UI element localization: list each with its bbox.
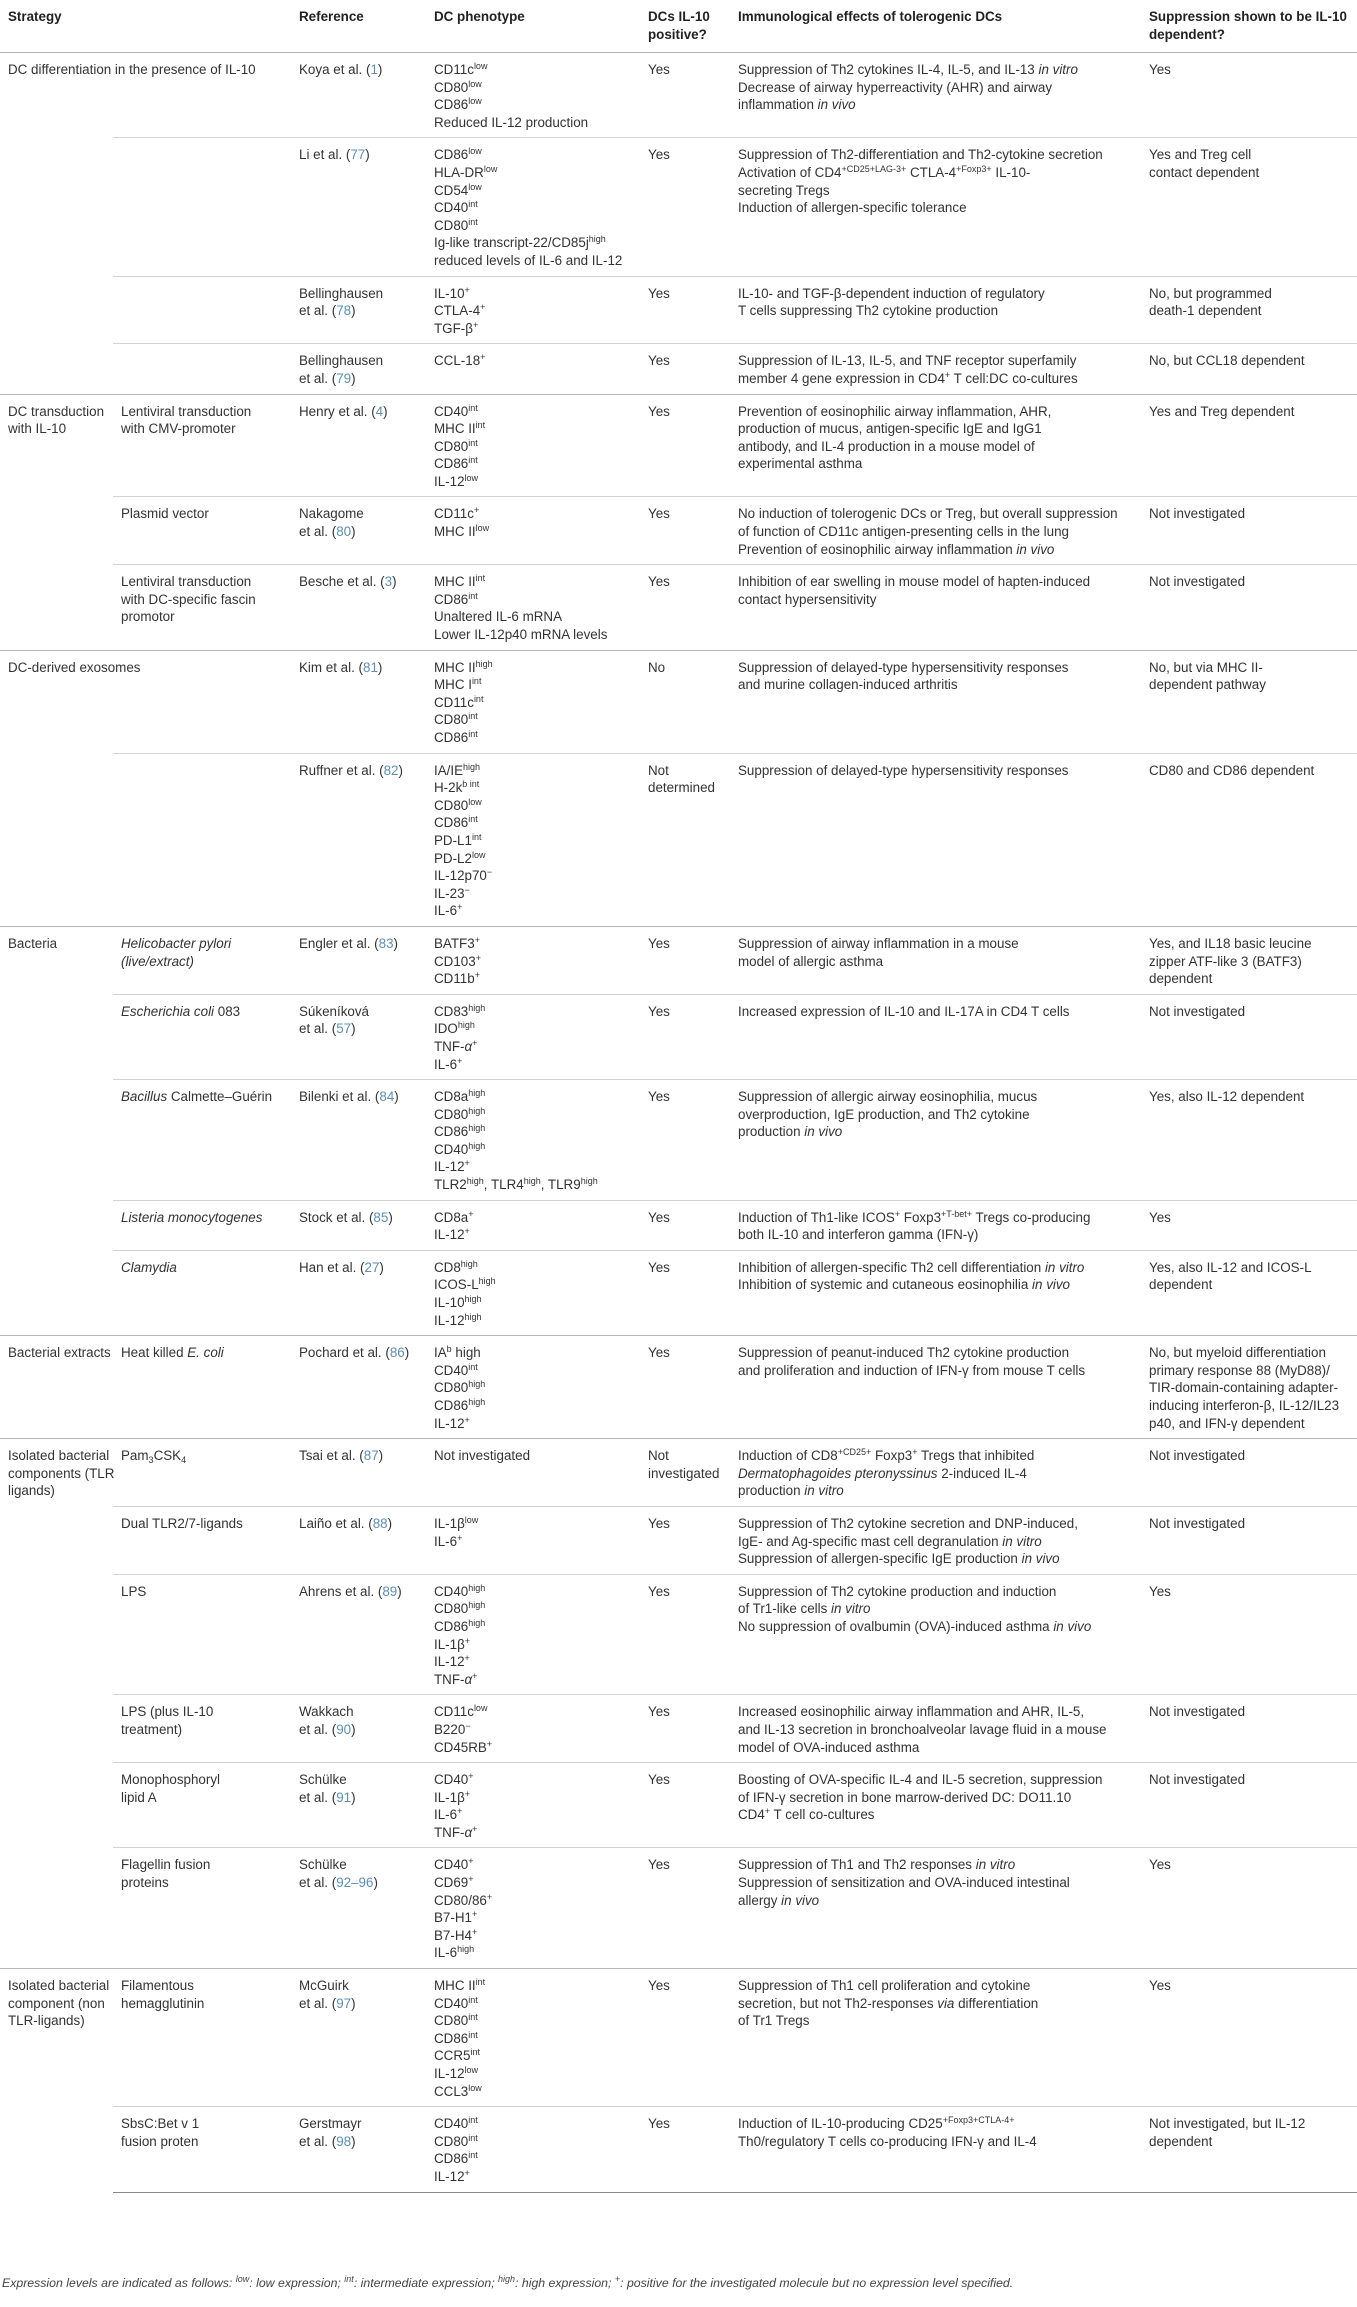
table-row [0, 565, 1357, 650]
il10-dependent-cell: Yes [1141, 1848, 1357, 1969]
il10-dependent-cell: Not investigated, but IL-12 dependent [1141, 2107, 1357, 2192]
effects-cell: Increased eosinophilic airway inflammation and AHR, IL-5, and IL-13 secretion in bronchoalveolar lavage fluid in a mouse model of OVA-induced asthma [730, 1695, 1141, 1763]
phenotype-cell: $CD11c^{low}$ B220− CD45RB+ [426, 1695, 640, 1763]
phenotype-cell: $CD40^{high}$ $CD80^{high}$ $CD86^{high}$ IL-1β+ IL-12+ TNF-α+ [426, 1574, 640, 1695]
il10-positive-cell: Yes [640, 53, 730, 138]
reference-cell: Schülke et al. (91) [291, 1763, 426, 1848]
method-cell [113, 753, 291, 926]
effects-cell: Suppression of delayed-type hypersensitivity responses [730, 753, 1141, 926]
effects-cell: Prevention of eosinophilic airway inflammation, AHR, production of mucus, antigen-specific IgE and IgG1 antibody, and IL-4 production in a mouse model of experimental asthma [730, 394, 1141, 497]
method-cell: Plasmid vector [113, 497, 291, 565]
effects-cell: IL-10- and TGF-β-dependent induction of regulatory T cells suppressing Th2 cytokine production [730, 276, 1141, 344]
table-row [0, 753, 1357, 926]
il10-positive-cell: Yes [640, 497, 730, 565]
il10-positive-cell: Yes [640, 394, 730, 497]
phenotype-cell: $CD40^{int}$ MHC $II^{int}$ $CD80^{int}$ $CD86^{int}$ $IL-12^{low}$ [426, 394, 640, 497]
reference-cell: Nakagome et al. (80) [291, 497, 426, 565]
il10-positive-cell: Yes [640, 1250, 730, 1335]
il10-dependent-cell: Yes [1141, 1969, 1357, 2107]
header-strategy: Strategy [0, 0, 291, 53]
table-row [0, 138, 1357, 276]
il10-positive-cell: Not investigated [640, 1439, 730, 1507]
method-cell: Helicobacter pylori (live/extract) [113, 926, 291, 994]
il10-positive-cell: Yes [640, 1506, 730, 1574]
phenotype-cell: $IA/IE^{high}$ $H-2k^{b int}$ $CD80^{low}$ $CD86^{int}$ $PD-L1^{int}$ $PD-L2^{low}$ IL-12p70− IL-23− IL-6+ [426, 753, 640, 926]
table-row [0, 1969, 1357, 2107]
il10-dependent-cell: Not investigated [1141, 497, 1357, 565]
strategy-cell-empty [0, 344, 113, 394]
il10-positive-cell: Yes [640, 1336, 730, 1439]
reference-cell: Han et al. (27) [291, 1250, 426, 1335]
table-row [0, 926, 1357, 994]
effects-cell: Suppression of Th2 cytokine secretion and DNP-induced, IgE- and Ag-specific mast cell degranulation in vitro Suppression of allergen-specific IgE production in vivo [730, 1506, 1141, 1574]
il10-positive-cell: No [640, 650, 730, 753]
method-cell: Clamydia [113, 1250, 291, 1335]
header-reference: Reference [291, 0, 426, 53]
phenotype-cell: Not investigated [426, 1439, 640, 1507]
table-row [0, 53, 1357, 138]
effects-cell: Suppression of airway inflammation in a mouse model of allergic asthma [730, 926, 1141, 994]
table-row [0, 276, 1357, 344]
table-row [0, 994, 1357, 1079]
phenotype-cell: CCL-18+ [426, 344, 640, 394]
effects-cell: Suppression of allergic airway eosinophilia, mucus overproduction, IgE production, and Th2 cytokine production in vivo [730, 1080, 1141, 1201]
reference-cell: Besche et al. (3) [291, 565, 426, 650]
effects-cell: Boosting of OVA-specific IL-4 and IL-5 secretion, suppression of IFN-γ secretion in bone marrow-derived DC: DO11.10 CD4+ T cell co-cultures [730, 1763, 1141, 1848]
il10-positive-cell: Yes [640, 565, 730, 650]
phenotype-cell: MHC $II^{int}$ $CD40^{int}$ $CD80^{int}$ $CD86^{int}$ $CCR5^{int}$ $IL-12^{low}$ $CCL3^{low}$ [426, 1969, 640, 2107]
table-row [0, 344, 1357, 394]
reference-cell: Bilenki et al. (84) [291, 1080, 426, 1201]
il10-positive-cell: Not determined [640, 753, 730, 926]
il10-positive-cell: Yes [640, 138, 730, 276]
il10-dependent-cell: Not investigated [1141, 1506, 1357, 1574]
il10-positive-cell: Yes [640, 1574, 730, 1695]
effects-cell: Induction of IL-10-producing $CD25^{+Foxp3+CTLA-4+}$ Th0/regulatory T cells co-producing IFN-γ and IL-4 [730, 2107, 1141, 2192]
method-cell: Lentiviral transduction with CMV-promoter [113, 394, 291, 497]
strategy-cell: Bacterial extracts [0, 1336, 113, 1439]
method-cell: Bacillus Calmette–Guérin [113, 1080, 291, 1201]
method-cell: Filamentous hemagglutinin [113, 1969, 291, 2107]
reference-cell: Stock et al. (85) [291, 1200, 426, 1250]
phenotype-cell: CD40+ IL-1β+ IL-6+ TNF-α+ [426, 1763, 640, 1848]
strategy-cell: Bacteria [0, 926, 113, 1335]
strategy-cell: Isolated bacterial components (TLR ligands) [0, 1439, 113, 1969]
method-cell: LPS (plus IL-10 treatment) [113, 1695, 291, 1763]
header-effects: Immunological effects of tolerogenic DCs [730, 0, 1141, 53]
method-cell: LPS [113, 1574, 291, 1695]
method-cell: $Pam_3CSK_4$ [113, 1439, 291, 1507]
table-row [0, 1080, 1357, 1201]
phenotype-cell: BATF3+ CD103+ CD11b+ [426, 926, 640, 994]
il10-positive-cell: Yes [640, 1848, 730, 1969]
reference-cell: Kim et al. (81) [291, 650, 426, 753]
il10-positive-cell: Yes [640, 2107, 730, 2192]
il10-dependent-cell: Not investigated [1141, 994, 1357, 1079]
table-row [0, 1506, 1357, 1574]
il10-positive-cell: Yes [640, 994, 730, 1079]
phenotype-cell: $CD8^{high}$ ICOS-$L^{high}$ $IL-10^{high}$ $IL-12^{high}$ [426, 1250, 640, 1335]
reference-cell: Laiño et al. (88) [291, 1506, 426, 1574]
strategy-cell: DC differentiation in the presence of IL-10 [0, 53, 291, 138]
phenotype-cell: $CD86^{low}$ HLA-$DR^{low}$ $CD54^{low}$ $CD40^{int}$ $CD80^{int}$ Ig-like transcript-$22/CD85j^{high}$ reduced levels of IL-6 and IL-12 [426, 138, 640, 276]
il10-positive-cell: Yes [640, 926, 730, 994]
il10-dependent-cell: Yes, also IL-12 dependent [1141, 1080, 1357, 1201]
phenotype-cell: $CD11c^{low}$ $CD80^{low}$ $CD86^{low}$ Reduced IL-12 production [426, 53, 640, 138]
phenotype-cell: $CD8a^{high}$ $CD80^{high}$ $CD86^{high}$ $CD40^{high}$ IL-12+ $TLR2^{high}$, $TLR4^{high}$, $TLR9^{high}$ [426, 1080, 640, 1201]
table-row [0, 1574, 1357, 1695]
il10-positive-cell: Yes [640, 1695, 730, 1763]
strategy-cell: DC transduction with IL-10 [0, 394, 113, 650]
phenotype-cell: $IA^b$ high $CD40^{int}$ $CD80^{high}$ $CD86^{high}$ IL-12+ [426, 1336, 640, 1439]
phenotype-cell: MHC $II^{int}$ $CD86^{int}$ Unaltered IL-6 mRNA Lower IL-12p40 mRNA levels [426, 565, 640, 650]
il10-positive-cell: Yes [640, 1969, 730, 2107]
effects-cell: No induction of tolerogenic DCs or Treg, but overall suppression of function of CD11c antigen-presenting cells in the lung Prevention of eosinophilic airway inflammation in vivo [730, 497, 1141, 565]
il10-dependent-cell: Yes, also IL-12 and ICOS-L dependent [1141, 1250, 1357, 1335]
effects-cell: Inhibition of ear swelling in mouse model of hapten-induced contact hypersensitivity [730, 565, 1141, 650]
method-cell: Heat killed E. coli [113, 1336, 291, 1439]
reference-cell: Súkeníková et al. (57) [291, 994, 426, 1079]
reference-cell: Bellinghausen et al. (79) [291, 344, 426, 394]
phenotype-cell: $CD83^{high}$ $IDO^{high}$ TNF-α+ IL-6+ [426, 994, 640, 1079]
method-cell [113, 344, 291, 394]
phenotype-cell: $IL-1\beta^{low}$ IL-6+ [426, 1506, 640, 1574]
il10-dependent-cell: Not investigated [1141, 1763, 1357, 1848]
strategy-cell-empty [0, 753, 113, 926]
method-cell: Lentiviral transduction with DC-specific fascin promotor [113, 565, 291, 650]
strategy-cell-empty [0, 138, 113, 276]
method-cell: Escherichia coli 083 [113, 994, 291, 1079]
effects-cell: Inhibition of allergen-specific Th2 cell differentiation in vitro Inhibition of systemic and cutaneous eosinophilia in vivo [730, 1250, 1141, 1335]
reference-cell: Ruffner et al. (82) [291, 753, 426, 926]
il10-dependent-cell: No, but programmed death-1 dependent [1141, 276, 1357, 344]
table-row [0, 1848, 1357, 1969]
effects-cell: Induction of $CD8^{+CD25+}$ Foxp3+ Tregs that inhibited Dermatophagoides pteronyssinus 2-induced IL-4 production in vitro [730, 1439, 1141, 1507]
effects-cell: Suppression of Th2 cytokines IL-4, IL-5, and IL-13 in vitro Decrease of airway hyperreactivity (AHR) and airway inflammation in vivo [730, 53, 1141, 138]
effects-cell: Induction of Th1-like ICOS+ $Foxp3^{+T-bet+}$ Tregs co-producing both IL-10 and interferon gamma (IFN-γ) [730, 1200, 1141, 1250]
reference-cell: Tsai et al. (87) [291, 1439, 426, 1507]
il10-dependent-cell: Yes [1141, 1200, 1357, 1250]
il10-dependent-cell: Yes and Treg cell contact dependent [1141, 138, 1357, 276]
il10-positive-cell: Yes [640, 1200, 730, 1250]
method-cell: Monophosphoryl lipid A [113, 1763, 291, 1848]
header-il10-dependent: Suppression shown to be IL-10 dependent? [1141, 0, 1357, 53]
strategy-cell: Isolated bacterial component (non TLR-ligands) [0, 1969, 113, 2193]
il10-dependent-cell: Not investigated [1141, 565, 1357, 650]
method-cell: Listeria monocytogenes [113, 1200, 291, 1250]
effects-cell: Suppression of Th2-differentiation and Th2-cytokine secretion Activation of $CD4^{+CD25+LAG-3+}$ CTLA-$4^{+Foxp3+}$ IL-10- secreting Tregs Induction of allergen-specific tolerance [730, 138, 1141, 276]
table-row [0, 1200, 1357, 1250]
table-row [0, 1250, 1357, 1335]
table-row [0, 1763, 1357, 1848]
table-row [0, 1695, 1357, 1763]
reference-cell: Li et al. (77) [291, 138, 426, 276]
header-dc-phenotype: DC phenotype [426, 0, 640, 53]
method-cell: SbsC:Bet v 1 fusion proten [113, 2107, 291, 2192]
method-cell [113, 276, 291, 344]
il10-positive-cell: Yes [640, 1080, 730, 1201]
il10-dependent-cell: No, but via MHC II- dependent pathway [1141, 650, 1357, 753]
il10-dependent-cell: Yes and Treg dependent [1141, 394, 1357, 497]
phenotype-cell: $CD40^{int}$ $CD80^{int}$ $CD86^{int}$ IL-12+ [426, 2107, 640, 2192]
effects-cell: Suppression of IL-13, IL-5, and TNF receptor superfamily member 4 gene expression in CD4+ T cell:DC co-cultures [730, 344, 1141, 394]
effects-cell: Increased expression of IL-10 and IL-17A in CD4 T cells [730, 994, 1141, 1079]
il10-dependent-cell: No, but CCL18 dependent [1141, 344, 1357, 394]
phenotype-cell: CD8a+ IL-12+ [426, 1200, 640, 1250]
table-row [0, 650, 1357, 753]
reference-cell: McGuirk et al. (97) [291, 1969, 426, 2107]
effects-cell: Suppression of Th2 cytokine production and induction of Tr1-like cells in vitro No suppression of ovalbumin (OVA)-induced asthma in vivo [730, 1574, 1141, 1695]
reference-cell: Schülke et al. (92–96) [291, 1848, 426, 1969]
effects-cell: Suppression of peanut-induced Th2 cytokine production and proliferation and induction of IFN-γ from mouse T cells [730, 1336, 1141, 1439]
phenotype-cell: MHC $II^{high}$ MHC $I^{int}$ $CD11c^{int}$ $CD80^{int}$ $CD86^{int}$ [426, 650, 640, 753]
effects-cell: Suppression of Th1 cell proliferation and cytokine secretion, but not Th2-responses via differentiation of Tr1 Tregs [730, 1969, 1141, 2107]
reference-cell: Engler et al. (83) [291, 926, 426, 994]
reference-cell: Gerstmayr et al. (98) [291, 2107, 426, 2192]
table-footnote: Expression levels are indicated as follows: $^{low}$: low expression; $^{int}$: intermediate expression; $^{high}$: high expression; +: positive for the investigated molecule but no expression level specified. [2, 2274, 1014, 2290]
reference-cell: Henry et al. (4) [291, 394, 426, 497]
strategy-cell-empty [0, 276, 113, 344]
table-row [0, 1439, 1357, 1507]
il10-dependent-cell: Yes [1141, 1574, 1357, 1695]
table-row [0, 1336, 1357, 1439]
method-cell: Flagellin fusion proteins [113, 1848, 291, 1969]
il10-positive-cell: Yes [640, 276, 730, 344]
method-cell: Dual TLR2/7-ligands [113, 1506, 291, 1574]
il10-positive-cell: Yes [640, 1763, 730, 1848]
table-row [0, 394, 1357, 497]
reference-cell: Wakkach et al. (90) [291, 1695, 426, 1763]
reference-cell: Koya et al. (1) [291, 53, 426, 138]
table-row [0, 497, 1357, 565]
il10-dependent-cell: Yes [1141, 53, 1357, 138]
phenotype-cell: CD40+ CD69+ CD80/86+ B7-H1+ B7-H4+ $IL-6^{high}$ [426, 1848, 640, 1969]
il10-dependent-cell: No, but myeloid differentiation primary response 88 (MyD88)/ TIR-domain-containing adapter- inducing interferon-β, IL-12/IL23 p40, and IFN-γ dependent [1141, 1336, 1357, 1439]
il10-dependent-cell: Not investigated [1141, 1439, 1357, 1507]
reference-cell: Bellinghausen et al. (78) [291, 276, 426, 344]
effects-cell: Suppression of delayed-type hypersensitivity responses and murine collagen-induced arthritis [730, 650, 1141, 753]
il10-dependent-cell: Not investigated [1141, 1695, 1357, 1763]
reference-cell: Pochard et al. (86) [291, 1336, 426, 1439]
il10-dependent-cell: CD80 and CD86 dependent [1141, 753, 1357, 926]
method-cell [113, 138, 291, 276]
il10-positive-cell: Yes [640, 344, 730, 394]
header-il10-positive: DCs IL-10 positive? [640, 0, 730, 53]
strategy-cell: DC-derived exosomes [0, 650, 291, 753]
il10-dependent-cell: Yes, and IL18 basic leucine zipper ATF-like 3 (BATF3) dependent [1141, 926, 1357, 994]
reference-cell: Ahrens et al. (89) [291, 1574, 426, 1695]
effects-cell: Suppression of Th1 and Th2 responses in vitro Suppression of sensitization and OVA-induced intestinal allergy in vivo [730, 1848, 1141, 1969]
table-row [0, 2107, 1357, 2192]
table-header-row [0, 0, 1357, 53]
phenotype-cell: IL-10+ CTLA-4+ TGF-β+ [426, 276, 640, 344]
phenotype-cell: CD11c+ MHC $II^{low}$ [426, 497, 640, 565]
